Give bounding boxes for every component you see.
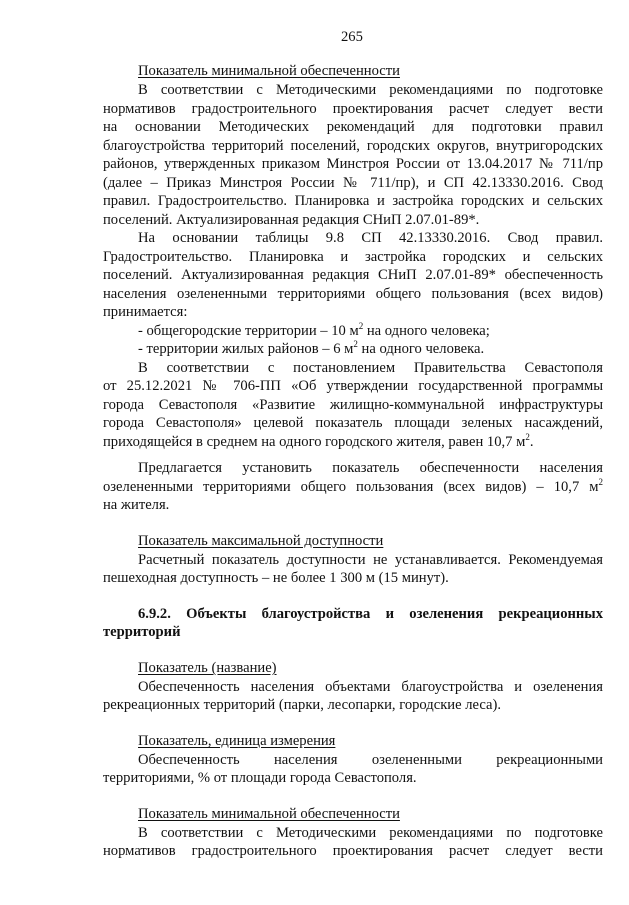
paragraph-line: города Севастополя» целевой показатель площади зеленых насаждений, <box>103 415 603 431</box>
section-heading-max-accessibility: Показатель максимальной доступности <box>138 533 384 549</box>
paragraph-line: (далее – Приказ Минстроя России № 711/пр), и СП 42.13330.2016. Свод <box>103 175 603 191</box>
paragraph-line: нормативов градостроительного проектирования расчет следует вести <box>103 101 603 117</box>
paragraph-line: населения озелененными территориями общего пользования (всех видов) <box>103 286 603 302</box>
paragraph-line: приходящейся в среднем на одного городского жителя, равен 10,7 $м^2$. <box>103 432 534 450</box>
paragraph-line: нормативов градостроительного проектирования расчет следует вести <box>103 843 603 859</box>
paragraph-line: на основании Методических рекомендаций для подготовки правил <box>103 119 603 135</box>
page-number: 265 <box>341 29 363 45</box>
section-heading-min-provision: Показатель минимальной обеспеченности <box>138 63 400 79</box>
paragraph-line: Обеспеченность населения объектами благоустройства и озеленения <box>138 679 603 695</box>
paragraph-line: правил. Градостроительство. Планировка и застройка городских и сельских <box>103 193 603 209</box>
section-title: территорий <box>103 624 181 640</box>
section-heading-min-provision-2: Показатель минимальной обеспеченности <box>138 806 400 822</box>
paragraph-line: Предлагается установить показатель обеспеченности населения <box>138 460 603 476</box>
paragraph-line: от 25.12.2021 № 706-ПП «Об утверждении государственной программы <box>103 378 603 394</box>
paragraph-line: благоустройства территорий поселений, городских округов, внутригородских <box>103 138 603 154</box>
section-heading-indicator-name: Показатель (название) <box>138 660 277 676</box>
paragraph-line: озелененными территориями общего пользования (всех видов) – 10,7 $м^2$ <box>103 477 603 495</box>
section-title: 6.9.2. Объекты благоустройства и озеленения рекреационных <box>138 606 603 622</box>
paragraph-line: Расчетный показатель доступности не устанавливается. Рекомендуемая <box>138 552 603 568</box>
paragraph-line: на жителя. <box>103 497 170 513</box>
paragraph-line: На основании таблицы 9.8 СП 42.13330.2016. Свод правил. <box>138 230 603 246</box>
paragraph-line: В соответствии с Методическими рекомендациями по подготовке <box>138 82 603 98</box>
paragraph-line: поселений. Актуализированная редакция СНиП 2.07.01-89*. <box>103 212 480 228</box>
paragraph-line: Обеспеченность населения озелененными рекреационными <box>138 752 603 768</box>
paragraph-line: В соответствии с постановлением Правительства Севастополя <box>138 360 603 376</box>
paragraph-line: районов, утвержденных приказом Минстроя России от 13.04.2017 № 711/пр <box>103 156 603 172</box>
paragraph-line: поселений. Актуализированная редакция СНиП 2.07.01-89* обеспеченность <box>103 267 603 283</box>
paragraph-line: пешеходная доступность – не более 1 300 м (15 минут). <box>103 570 449 586</box>
paragraph-line: рекреационных территорий (парки, лесопарки, городские леса). <box>103 697 501 713</box>
section-heading-unit: Показатель, единица измерения <box>138 733 336 749</box>
paragraph-line: В соответствии с Методическими рекомендациями по подготовке <box>138 825 603 841</box>
paragraph-line: Градостроительство. Планировка и застройка городских и сельских <box>103 249 603 265</box>
paragraph-line: принимается: <box>103 304 188 320</box>
paragraph-line: территориями, % от площади города Севастополя. <box>103 770 417 786</box>
paragraph-line: города Севастополя «Развитие жилищно-коммунальной инфраструктуры <box>103 397 603 413</box>
list-item: - территории жилых районов – 6 $м^2$ на одного человека. <box>138 339 485 357</box>
list-item: - общегородские территории – 10 $м^2$ на одного человека; <box>138 321 490 339</box>
